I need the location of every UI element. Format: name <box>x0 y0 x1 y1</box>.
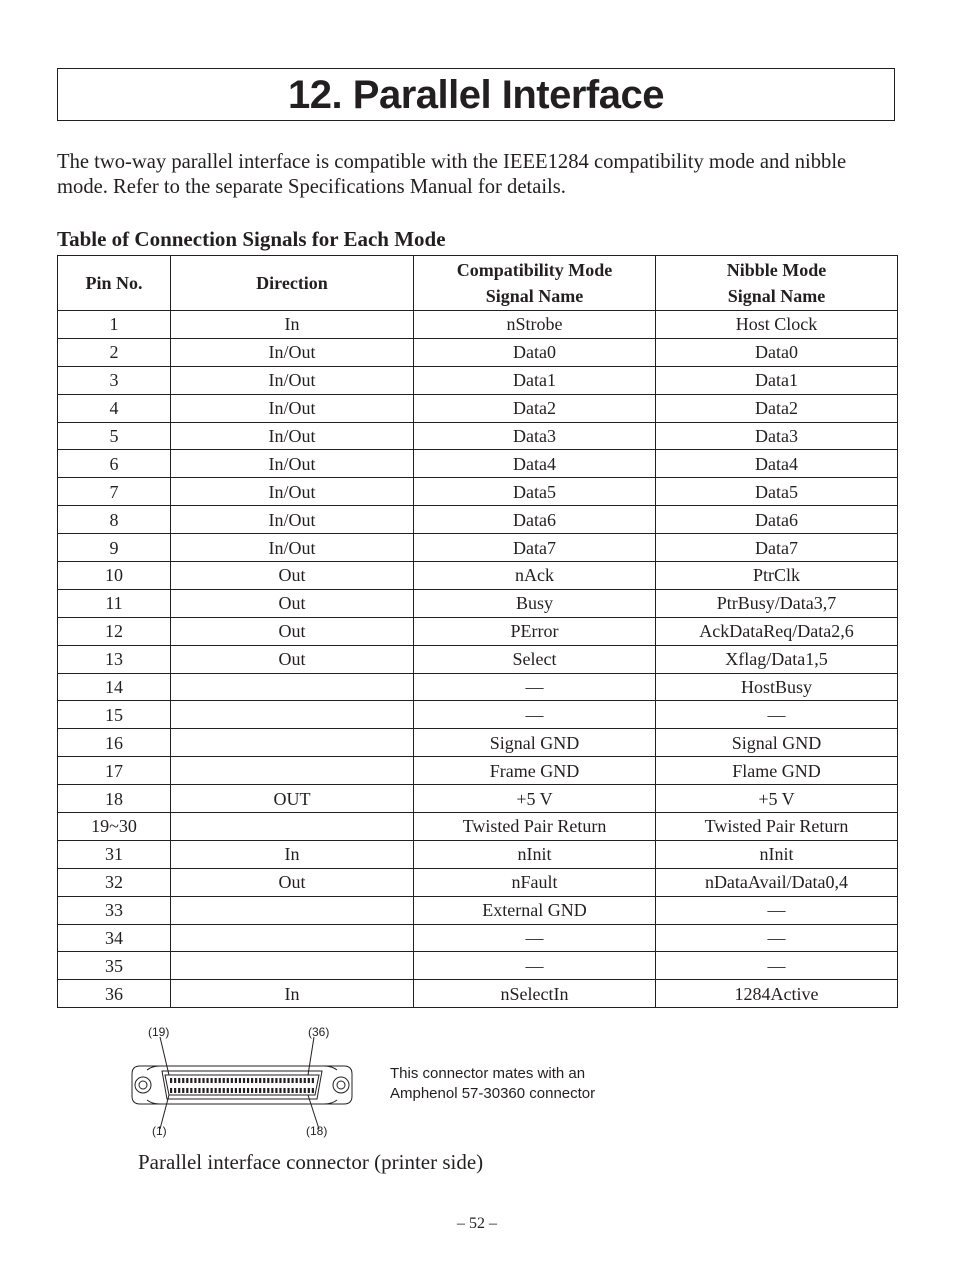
connector-pin <box>170 1078 172 1083</box>
cell-compatibility-signal: Signal GND <box>414 729 656 757</box>
cell-compatibility-signal: PError <box>414 617 656 645</box>
table-row <box>58 394 898 422</box>
connector-pin <box>186 1088 188 1093</box>
cell-direction <box>171 673 414 701</box>
table-row <box>58 478 898 506</box>
connector-pin <box>174 1088 176 1093</box>
cell-nibble-signal: nInit <box>656 840 898 868</box>
table-row <box>58 506 898 534</box>
connector-pin <box>182 1078 184 1083</box>
connector-pin <box>227 1078 229 1083</box>
cell-direction: In/Out <box>171 450 414 478</box>
cell-nibble-signal: Data3 <box>656 422 898 450</box>
cell-nibble-signal: Host Clock <box>656 311 898 339</box>
cell-pin: 11 <box>58 589 171 617</box>
connection-signals-table <box>57 255 898 1008</box>
connector-pin <box>198 1078 200 1083</box>
connector-pin <box>287 1078 289 1083</box>
cell-direction <box>171 924 414 952</box>
cell-pin: 36 <box>58 980 171 1008</box>
connector-pin <box>174 1078 176 1083</box>
connector-pin <box>296 1088 298 1093</box>
cell-compatibility-signal: Data3 <box>414 422 656 450</box>
connector-pin <box>300 1078 302 1083</box>
cell-pin: 19~30 <box>58 813 171 841</box>
connector-pin <box>251 1088 253 1093</box>
cell-direction: In <box>171 311 414 339</box>
table-row <box>58 366 898 394</box>
cell-compatibility-signal: Busy <box>414 589 656 617</box>
cell-compatibility-signal: Data6 <box>414 506 656 534</box>
cell-nibble-signal: Data1 <box>656 366 898 394</box>
pin-label-18: (18) <box>306 1124 328 1138</box>
cell-nibble-signal: Flame GND <box>656 757 898 785</box>
connector-pin <box>223 1078 225 1083</box>
cell-nibble-signal: Data5 <box>656 478 898 506</box>
cell-pin: 16 <box>58 729 171 757</box>
cell-compatibility-signal: nAck <box>414 562 656 590</box>
connector-pin <box>182 1088 184 1093</box>
table-row <box>58 840 898 868</box>
cell-compatibility-signal: Data0 <box>414 338 656 366</box>
table-row <box>58 673 898 701</box>
header-nibble-line2: Signal Name <box>727 286 826 306</box>
cell-nibble-signal: PtrClk <box>656 562 898 590</box>
table-row <box>58 896 898 924</box>
connector-note-line2: Amphenol 57-30360 connector <box>390 1085 596 1102</box>
table-header-row <box>58 256 898 311</box>
connector-pin <box>194 1088 196 1093</box>
cell-pin: 31 <box>58 840 171 868</box>
table-row <box>58 645 898 673</box>
cell-pin: 15 <box>58 701 171 729</box>
connector-pin <box>255 1078 257 1083</box>
table-row <box>58 952 898 980</box>
connector-pin <box>227 1088 229 1093</box>
cell-nibble-signal: — <box>656 896 898 924</box>
cell-compatibility-signal: Data1 <box>414 366 656 394</box>
connector-pin <box>206 1088 208 1093</box>
connector-pin <box>312 1088 314 1093</box>
connector-pin <box>271 1088 273 1093</box>
cell-pin: 34 <box>58 924 171 952</box>
cell-direction: OUT <box>171 785 414 813</box>
cell-nibble-signal: PtrBusy/Data3,7 <box>656 589 898 617</box>
header-pin: Pin No. <box>58 256 171 311</box>
connector-pin <box>247 1088 249 1093</box>
cell-pin: 9 <box>58 534 171 562</box>
cell-pin: 2 <box>58 338 171 366</box>
cell-direction: Out <box>171 868 414 896</box>
connector-pin <box>190 1088 192 1093</box>
cell-nibble-signal: — <box>656 924 898 952</box>
cell-direction <box>171 701 414 729</box>
cell-direction <box>171 813 414 841</box>
connector-pin <box>251 1078 253 1083</box>
cell-direction: In/Out <box>171 534 414 562</box>
table-row <box>58 534 898 562</box>
table-row <box>58 338 898 366</box>
cell-nibble-signal: nDataAvail/Data0,4 <box>656 868 898 896</box>
connector-pin <box>219 1078 221 1083</box>
cell-direction: Out <box>171 589 414 617</box>
connector-pin <box>267 1078 269 1083</box>
cell-direction: In/Out <box>171 506 414 534</box>
cell-compatibility-signal: nStrobe <box>414 311 656 339</box>
cell-pin: 14 <box>58 673 171 701</box>
connector-pin <box>235 1078 237 1083</box>
cell-compatibility-signal: — <box>414 924 656 952</box>
connector-pin <box>304 1078 306 1083</box>
connector-pin <box>186 1078 188 1083</box>
connector-pin <box>243 1078 245 1083</box>
connector-pin <box>283 1078 285 1083</box>
connector-pin <box>190 1078 192 1083</box>
cell-direction: In/Out <box>171 366 414 394</box>
connector-pin <box>247 1078 249 1083</box>
cell-nibble-signal: — <box>656 701 898 729</box>
cell-pin: 17 <box>58 757 171 785</box>
cell-compatibility-signal: Data7 <box>414 534 656 562</box>
connector-pin <box>292 1078 294 1083</box>
cell-pin: 8 <box>58 506 171 534</box>
connector-pin <box>211 1088 213 1093</box>
connector-pin <box>283 1088 285 1093</box>
connector-pin <box>279 1088 281 1093</box>
connector-pin <box>178 1088 180 1093</box>
connector-mates-note <box>390 1064 595 1104</box>
connector-pin <box>239 1078 241 1083</box>
cell-nibble-signal: Data4 <box>656 450 898 478</box>
connector-pin <box>223 1088 225 1093</box>
cell-direction: In/Out <box>171 478 414 506</box>
cell-pin: 12 <box>58 617 171 645</box>
cell-direction: Out <box>171 617 414 645</box>
cell-nibble-signal: AckDataReq/Data2,6 <box>656 617 898 645</box>
connector-pin <box>231 1078 233 1083</box>
connector-pin <box>300 1088 302 1093</box>
cell-nibble-signal: Signal GND <box>656 729 898 757</box>
section-title-box <box>57 68 895 121</box>
connector-pin <box>296 1078 298 1083</box>
connector-pin <box>304 1088 306 1093</box>
pin-label-1: (1) <box>152 1124 167 1138</box>
connector-pin <box>231 1088 233 1093</box>
connector-pin <box>202 1088 204 1093</box>
cell-compatibility-signal: — <box>414 673 656 701</box>
cell-nibble-signal: Xflag/Data1,5 <box>656 645 898 673</box>
header-direction: Direction <box>171 256 414 311</box>
cell-pin: 10 <box>58 562 171 590</box>
cell-direction: Out <box>171 562 414 590</box>
connector-pin <box>308 1078 310 1083</box>
cell-nibble-signal: — <box>656 952 898 980</box>
cell-nibble-signal: Data6 <box>656 506 898 534</box>
connector-pin <box>255 1088 257 1093</box>
cell-compatibility-signal: nSelectIn <box>414 980 656 1008</box>
cell-compatibility-signal: Select <box>414 645 656 673</box>
connector-pin <box>275 1088 277 1093</box>
cell-compatibility-signal: nInit <box>414 840 656 868</box>
cell-direction: In/Out <box>171 422 414 450</box>
page-title: 12. Parallel Interface <box>288 72 664 117</box>
table-row <box>58 311 898 339</box>
cell-nibble-signal: Data7 <box>656 534 898 562</box>
table-row <box>58 701 898 729</box>
connector-pin <box>308 1088 310 1093</box>
connector-pin <box>178 1078 180 1083</box>
cell-pin: 3 <box>58 366 171 394</box>
cell-pin: 18 <box>58 785 171 813</box>
table-caption: Table of Connection Signals for Each Mode <box>57 227 446 251</box>
pin-label-19: (19) <box>148 1025 170 1039</box>
cell-direction: Out <box>171 645 414 673</box>
cell-compatibility-signal: Data2 <box>414 394 656 422</box>
cell-nibble-signal: HostBusy <box>656 673 898 701</box>
table-row <box>58 868 898 896</box>
connector-pin <box>263 1088 265 1093</box>
table-body <box>58 311 898 1008</box>
connector-pin <box>211 1078 213 1083</box>
header-compatibility-line2: Signal Name <box>485 286 584 306</box>
cell-nibble-signal: Data2 <box>656 394 898 422</box>
cell-direction: In/Out <box>171 394 414 422</box>
connector-pin <box>198 1088 200 1093</box>
connector-pin <box>194 1078 196 1083</box>
cell-pin: 6 <box>58 450 171 478</box>
cell-compatibility-signal: +5 V <box>414 785 656 813</box>
connector-pin <box>259 1088 261 1093</box>
connector-pin <box>263 1078 265 1083</box>
table-row <box>58 729 898 757</box>
table-row <box>58 589 898 617</box>
connector-pin <box>287 1088 289 1093</box>
cell-nibble-signal: 1284Active <box>656 980 898 1008</box>
connector-pin <box>275 1078 277 1083</box>
connector-pin <box>239 1088 241 1093</box>
cell-pin: 7 <box>58 478 171 506</box>
cell-compatibility-signal: Twisted Pair Return <box>414 813 656 841</box>
cell-direction: In/Out <box>171 338 414 366</box>
connector-pin <box>292 1088 294 1093</box>
cell-pin: 32 <box>58 868 171 896</box>
table-row <box>58 757 898 785</box>
intro-paragraph: The two-way parallel interface is compatible with the IEEE1284 compatibility mode and nibble mode. Refer to the separate Specifications Manual for details. <box>57 151 847 198</box>
connector-pin <box>215 1088 217 1093</box>
cell-nibble-signal: Data0 <box>656 338 898 366</box>
connector-pin <box>259 1078 261 1083</box>
cell-pin: 13 <box>58 645 171 673</box>
table-row <box>58 422 898 450</box>
cell-pin: 1 <box>58 311 171 339</box>
table-row <box>58 450 898 478</box>
cell-nibble-signal: +5 V <box>656 785 898 813</box>
cell-compatibility-signal: Data4 <box>414 450 656 478</box>
connector-pin <box>215 1078 217 1083</box>
connector-icon <box>132 1037 352 1129</box>
cell-compatibility-signal: — <box>414 701 656 729</box>
header-nibble <box>656 256 898 311</box>
cell-compatibility-signal: External GND <box>414 896 656 924</box>
cell-direction: In <box>171 840 414 868</box>
connector-pin <box>312 1078 314 1083</box>
table-row <box>58 813 898 841</box>
connector-pins <box>170 1078 314 1093</box>
connector-pin <box>279 1078 281 1083</box>
cell-compatibility-signal: — <box>414 952 656 980</box>
connector-caption: Parallel interface connector (printer side) <box>138 1150 484 1174</box>
table-row <box>58 924 898 952</box>
cell-pin: 5 <box>58 422 171 450</box>
header-compatibility-line1: Compatibility Mode <box>456 260 613 280</box>
header-compatibility <box>414 256 656 311</box>
cell-nibble-signal: Twisted Pair Return <box>656 813 898 841</box>
header-nibble-line1: Nibble Mode <box>726 260 827 280</box>
pin-label-36: (36) <box>308 1025 330 1039</box>
table-row <box>58 980 898 1008</box>
table-row <box>58 617 898 645</box>
connector-pin <box>202 1078 204 1083</box>
table-row <box>58 785 898 813</box>
cell-pin: 35 <box>58 952 171 980</box>
cell-direction <box>171 896 414 924</box>
connector-pin <box>243 1088 245 1093</box>
cell-pin: 4 <box>58 394 171 422</box>
cell-compatibility-signal: Data5 <box>414 478 656 506</box>
cell-direction: In <box>171 980 414 1008</box>
connector-pin <box>219 1088 221 1093</box>
connector-pin <box>235 1088 237 1093</box>
page-number: – 52 – <box>457 1215 497 1232</box>
table-row <box>58 562 898 590</box>
cell-direction <box>171 729 414 757</box>
cell-compatibility-signal: Frame GND <box>414 757 656 785</box>
cell-direction <box>171 952 414 980</box>
connector-pin <box>271 1078 273 1083</box>
connector-pin <box>170 1088 172 1093</box>
cell-pin: 33 <box>58 896 171 924</box>
connector-pin <box>267 1088 269 1093</box>
connector-pin <box>206 1078 208 1083</box>
cell-direction <box>171 757 414 785</box>
connector-note-line1: This connector mates with an <box>390 1065 586 1082</box>
cell-compatibility-signal: nFault <box>414 868 656 896</box>
